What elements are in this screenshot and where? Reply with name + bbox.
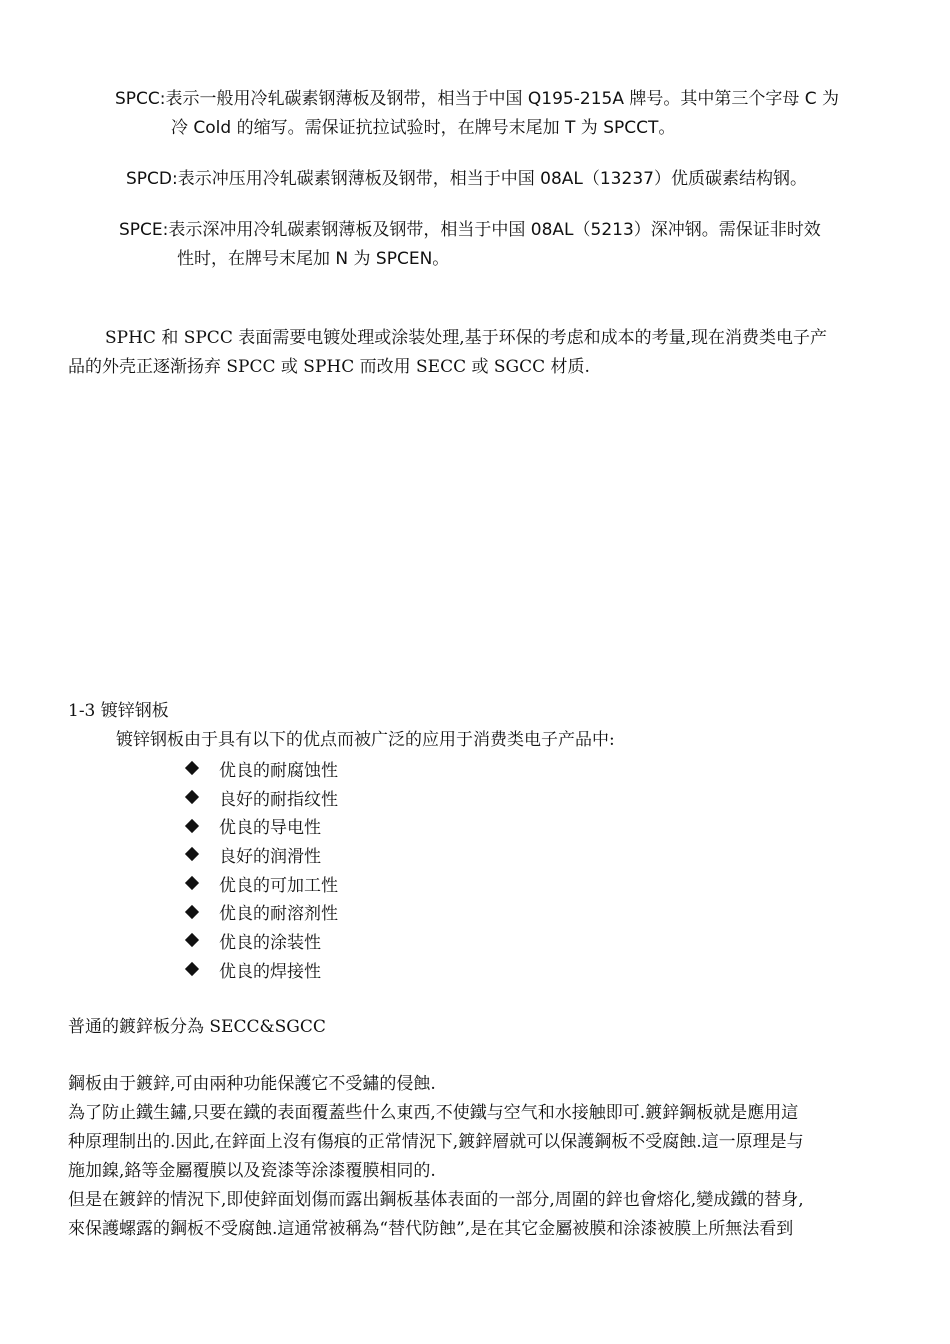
diamond-bullet-icon <box>185 933 199 947</box>
body-paragraph-2-line-3: 施加鎳,鉻等金屬覆膜以及瓷漆等涂漆覆膜相同的. <box>68 1161 436 1181</box>
list-item-text: 优良的涂装性 <box>219 932 321 953</box>
spcd-definition: SPCD:表示冲压用冷轧碳素钢薄板及钢带，相当于中国 08AL（13237）优质碳素结构钢。 <box>126 169 807 189</box>
diamond-bullet-icon <box>185 761 199 775</box>
diamond-bullet-icon <box>185 819 199 833</box>
diamond-bullet-icon <box>185 962 199 976</box>
spcc-definition-line-1: SPCC:表示一般用冷轧碳素钢薄板及钢带，相当于中国 Q195-215A 牌号。其中第三个字母 C 为 <box>115 89 840 109</box>
list-item <box>183 955 338 984</box>
list-item <box>183 754 338 783</box>
classification-line: 普通的鍍鋅板分為 SECC&SGCC <box>68 1017 326 1037</box>
body-paragraph-1: 鋼板由于鍍鋅,可由兩种功能保護它不受鏽的侵蝕. <box>68 1074 436 1094</box>
list-item-text: 优良的耐溶剂性 <box>219 904 338 925</box>
list-item <box>183 869 338 898</box>
body-paragraph-2-line-2: 种原理制出的.因此,在鋅面上沒有傷痕的正常情況下,鍍鋅層就可以保護鋼板不受腐蝕.這一原理是与 <box>68 1132 804 1152</box>
list-item <box>183 811 338 840</box>
intro-paragraph-line-2: 品的外壳正逐渐扬弃 SPCC 或 SPHC 而改用 SECC 或 SGCC 材质. <box>68 357 590 377</box>
diamond-bullet-icon <box>185 847 199 861</box>
spce-definition-line-2: 性时，在牌号末尾加 N 为 SPCEN。 <box>177 249 450 269</box>
advantages-list <box>183 754 338 984</box>
list-item <box>183 926 338 955</box>
list-item-text: 优良的可加工性 <box>219 875 338 896</box>
diamond-bullet-icon <box>185 790 199 804</box>
intro-paragraph-line-1: SPHC 和 SPCC 表面需要电镀处理或涂装处理,基于环保的考虑和成本的考量,现在消费类电子产 <box>105 328 828 348</box>
list-item-text: 优良的导电性 <box>219 818 321 839</box>
list-item <box>183 840 338 869</box>
list-item-text: 良好的耐指纹性 <box>219 789 338 810</box>
list-item-text: 良好的润滑性 <box>219 846 321 867</box>
diamond-bullet-icon <box>185 876 199 890</box>
list-item <box>183 783 338 812</box>
section-lead: 镀锌钢板由于具有以下的优点而被广泛的应用于消费类电子产品中: <box>116 730 615 750</box>
spce-definition-line-1: SPCE:表示深冲用冷轧碳素钢薄板及钢带，相当于中国 08AL（5213）深冲钢。需保证非时效 <box>119 220 821 240</box>
spcc-definition-line-2: 冷 Cold 的缩写。需保证抗拉试验时，在牌号末尾加 T 为 SPCCT。 <box>171 118 676 138</box>
body-paragraph-2-line-1: 為了防止鐵生鏽,只要在鐵的表面覆蓋些什么東西,不使鐵与空气和水接触即可.鍍鋅鋼板就是應用這 <box>68 1103 799 1123</box>
list-item <box>183 897 338 926</box>
body-paragraph-3-line-1: 但是在鍍鋅的情況下,即使鋅面划傷而露出鋼板基体表面的一部分,周圍的鋅也會熔化,變成鐵的替身, <box>68 1190 804 1210</box>
body-paragraph-3-line-2: 來保護螺露的鋼板不受腐蝕.這通常被稱為“替代防蝕”,是在其它金屬被膜和涂漆被膜上所無法看到 <box>68 1219 794 1239</box>
diamond-bullet-icon <box>185 905 199 919</box>
section-heading: 1-3 镀锌钢板 <box>68 701 169 721</box>
list-item-text: 优良的焊接性 <box>219 961 321 982</box>
list-item-text: 优良的耐腐蚀性 <box>219 760 338 781</box>
